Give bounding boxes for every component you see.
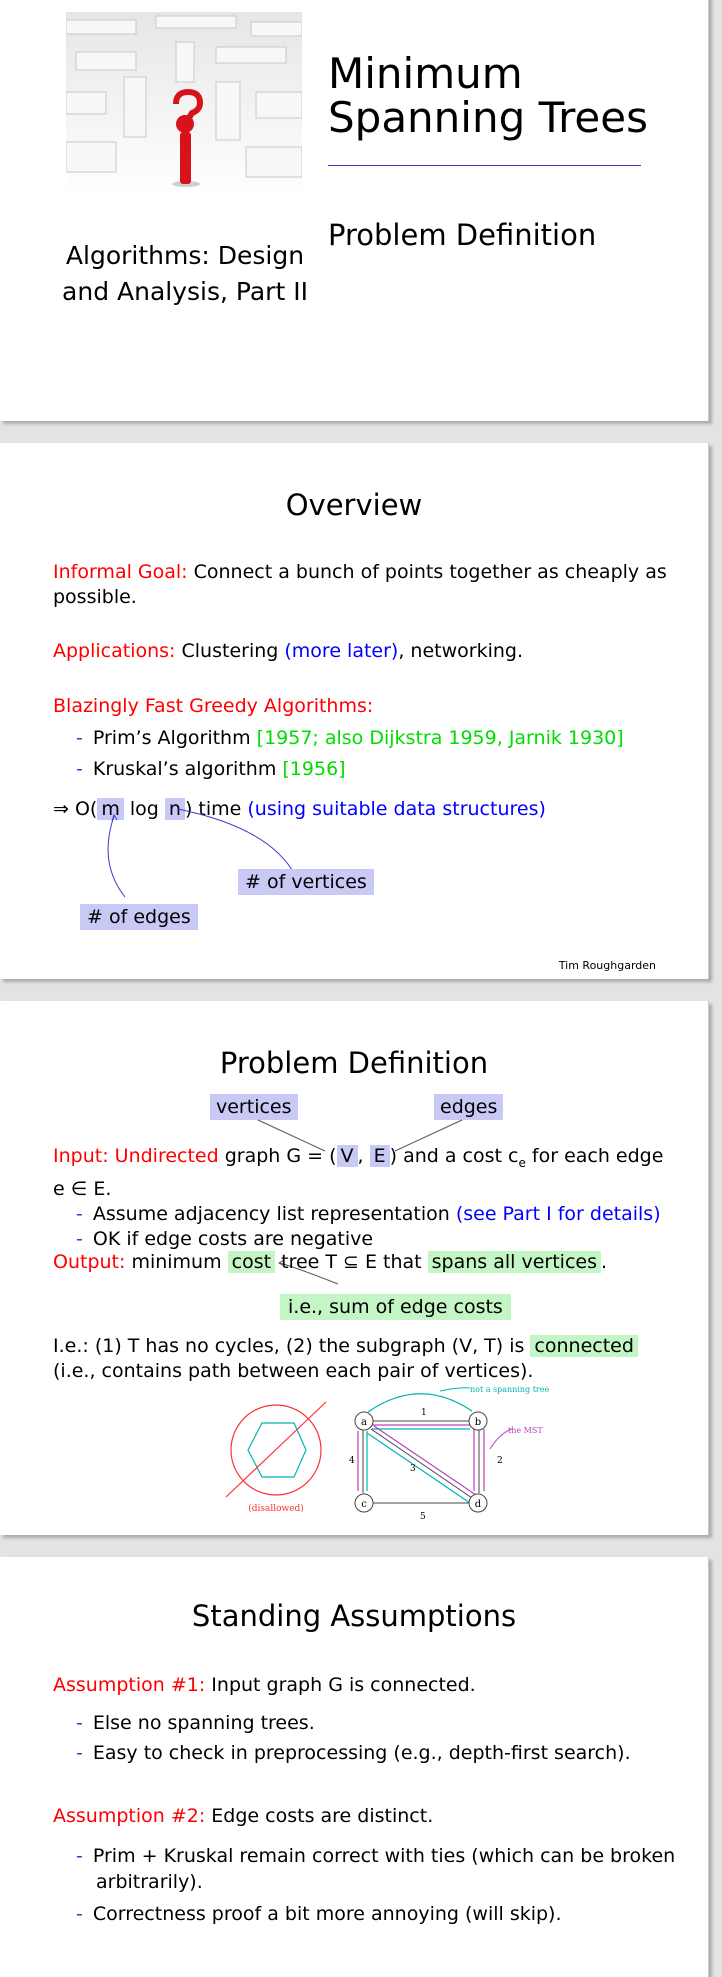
input-E: E: [370, 1145, 390, 1167]
cost-cd: 5: [420, 1512, 426, 1522]
arrow-edges: [108, 816, 125, 897]
bullet-dash: -: [76, 727, 83, 749]
disallowed-figure: [226, 1402, 326, 1514]
bullet-text: Prim’s Algorithm: [92, 727, 257, 749]
a1-bullet-2: [76, 1742, 631, 1764]
bullet-dash: -: [76, 1712, 83, 1734]
slide-title: Overview: [285, 488, 423, 522]
apps-text-1: Clustering: [175, 640, 285, 662]
slide-title: Standing Assumptions: [191, 1599, 517, 1633]
bullet-dash: -: [76, 1742, 83, 1764]
graph-edges: [358, 1388, 512, 1503]
input-V: V: [337, 1145, 358, 1167]
arrow-vertices: [178, 809, 295, 875]
bullet-dash: -: [76, 758, 83, 780]
input-text-2: ) and a cost c: [389, 1145, 519, 1167]
output-text-2: tree T ⊆ E that: [275, 1251, 428, 1273]
course-line1: Algorithms: Design: [65, 241, 305, 270]
callout-sum: i.e., sum of edge costs: [280, 1294, 511, 1320]
output-text-1: minimum: [125, 1251, 228, 1273]
slide-overview: [0, 443, 709, 979]
apps-text-2: , networking.: [398, 640, 524, 662]
a2-bullet-2: [76, 1903, 562, 1925]
output-cost: cost: [228, 1251, 275, 1273]
input-sub: e: [518, 1155, 526, 1170]
runtime-m: m: [97, 798, 124, 820]
slide-title: Problem Definition: [219, 1046, 489, 1080]
ie-line1: I.e.: (1) T has no cycles, (2) the subgraph (V, T) is: [53, 1335, 531, 1357]
apps-more: (more later): [284, 640, 399, 662]
maze-image: [66, 12, 302, 197]
assumption-2: [53, 1805, 433, 1827]
goal-text-1: Connect a bunch of points together as cheaply as: [187, 561, 667, 583]
overview-arrows: [0, 443, 708, 979]
callout-edges: edges: [434, 1094, 503, 1120]
input-text-1: graph G = (: [218, 1145, 337, 1167]
goal-label: Informal Goal:: [53, 561, 188, 583]
fig-mst: the MST: [508, 1426, 543, 1435]
bullet-note: [1957; also Dijkstra 1959, Jarnik 1930]: [256, 727, 624, 749]
input-label: Input:: [53, 1145, 109, 1167]
cost-bd: 2: [497, 1456, 503, 1466]
input-line2: e ∈ E.: [53, 1177, 112, 1200]
node-d: d: [474, 1499, 482, 1510]
output-text-3: .: [601, 1251, 608, 1273]
course-name: [60, 238, 310, 310]
fig-disallowed: (disallowed): [248, 1504, 304, 1514]
a1-bullet-1: [76, 1712, 315, 1734]
goal-text-2: possible.: [53, 586, 137, 608]
bullet-text-cont: arbitrarily).: [96, 1871, 203, 1893]
callout-vertices: # of vertices: [238, 869, 374, 895]
a2-bullet-1: [76, 1843, 675, 1895]
runtime-n: n: [165, 798, 185, 820]
bullet-dash: -: [76, 1203, 83, 1225]
apps-label: Applications:: [53, 640, 176, 662]
runtime-note: (using suitable data structures): [247, 798, 546, 820]
graph-figure: [0, 1001, 708, 1535]
bullet-text: Correctness proof a bit more annoying (will skip).: [92, 1903, 562, 1925]
callout-edges: # of edges: [80, 904, 198, 930]
input-comma: ,: [357, 1145, 370, 1167]
cost-ab: 1: [421, 1408, 427, 1418]
bullet-text: Easy to check in preprocessing (e.g., depth-first search).: [92, 1742, 631, 1764]
a2-text: Edge costs are distinct.: [205, 1805, 434, 1827]
a1-label: Assumption #1:: [53, 1674, 206, 1696]
deck-subtitle: Problem Definition: [328, 218, 597, 252]
bullet-dash: -: [76, 1903, 83, 1925]
author-footer: Tim Roughgarden: [558, 959, 656, 972]
runtime-prefix: ⇒ O(: [53, 798, 98, 820]
node-b: b: [474, 1417, 482, 1428]
runtime-suffix: ) time: [184, 798, 248, 820]
input-text-3: for each edge: [525, 1145, 664, 1167]
deck-title-line2: Spanning Trees: [328, 93, 648, 142]
callout-vertices: vertices: [210, 1094, 298, 1120]
input-undirected: Undirected: [114, 1145, 219, 1167]
bullet-text: Assume adjacency list representation: [92, 1203, 456, 1225]
bullet-note: (see Part I for details): [455, 1203, 661, 1225]
output-label: Output:: [53, 1251, 126, 1273]
runtime-log: log: [123, 798, 165, 820]
assumption-1: [53, 1674, 476, 1696]
slide-standing-assumptions: [0, 1557, 709, 1977]
bullet-text: OK if edge costs are negative: [92, 1228, 374, 1250]
a2-label: Assumption #2:: [53, 1805, 206, 1827]
course-line2: and Analysis, Part II: [62, 277, 308, 306]
output-spans: spans all vertices: [428, 1251, 601, 1273]
fig-not-spanning: not a spanning tree: [470, 1385, 550, 1394]
bullet-text: Else no spanning trees.: [92, 1712, 315, 1734]
bullet-text: Prim + Kruskal remain correct with ties (which can be broken: [92, 1845, 676, 1867]
cost-ad: 3: [410, 1464, 416, 1474]
cost-ac: 4: [349, 1456, 355, 1466]
slide-problem-definition: [0, 1001, 709, 1535]
bullet-dash: -: [76, 1845, 83, 1867]
bullet-text: Kruskal’s algorithm: [92, 758, 283, 780]
bullet-dash: -: [76, 1228, 83, 1250]
node-c: c: [361, 1499, 367, 1510]
ie-connected: connected: [530, 1335, 638, 1357]
deck-title-line1: Minimum: [328, 49, 523, 98]
ie-line2: (i.e., contains path between each pair of vertices).: [53, 1360, 534, 1382]
slide-title: [0, 0, 709, 421]
a1-text: Input graph G is connected.: [205, 1674, 476, 1696]
deck-title: [328, 49, 668, 142]
greedy-label: Blazingly Fast Greedy Algorithms:: [53, 695, 374, 717]
node-a: a: [361, 1417, 367, 1428]
title-rule: [328, 165, 641, 166]
maze-illustration: [66, 12, 302, 197]
bullet-note: [1956]: [282, 758, 346, 780]
